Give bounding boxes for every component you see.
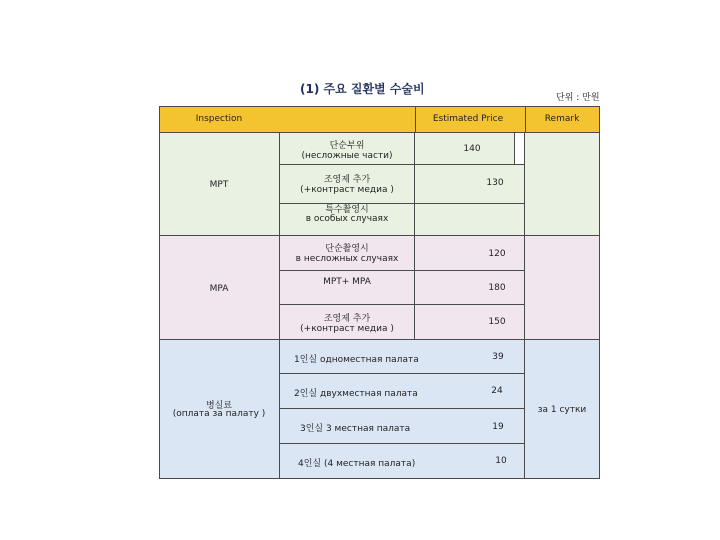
mpt-remark-cell (524, 132, 600, 236)
mpt-row-1-price-value: 140 (463, 144, 481, 154)
mpa-row-1-label-ru: в несложных случаях (295, 254, 399, 264)
room-row-4-label: 4인실 (4 местная палата) (298, 459, 416, 469)
room-divider-3 (279, 443, 525, 444)
room-row-3-price: 19 (492, 422, 504, 432)
mpt-group-label: MPT (209, 180, 229, 190)
header-divider-2 (525, 106, 526, 133)
mpa-row-3-label-ru: (+контраст медиа ) (300, 324, 394, 334)
room-group-label-ru: (оплата за палату ) (172, 409, 266, 419)
unit-label: 단위 : 만원 (556, 93, 600, 103)
mpt-row-2-price-value: 130 (486, 178, 504, 188)
room-row-1-label: 1인실 одноместная палата (294, 355, 419, 365)
room-divider-2 (279, 408, 525, 409)
room-row-2-price: 24 (491, 386, 503, 396)
room-remark: за 1 сутки (537, 405, 587, 415)
room-row-1-price: 39 (492, 352, 504, 362)
room-row-2-label: 2인실 двухместная палата (294, 389, 418, 399)
mpt-row-1-label-ko: 단순부위 (329, 141, 365, 151)
mpa-row-3-price (414, 304, 525, 340)
mpt-row-1-label-ru: (несложные части) (301, 151, 393, 161)
page-title: (1) 주요 질환별 수술비 (300, 82, 425, 96)
mpt-row-2-label-ko: 조영제 추가 (323, 175, 371, 185)
header-divider-1 (415, 106, 416, 133)
mpa-row-2-price (414, 270, 525, 305)
header-remark: Remark (544, 114, 580, 124)
room-row-3-label: 3인실 3 местная палата (300, 424, 411, 434)
mpt-row-3-label-ko: 특수촬영시 (325, 205, 369, 215)
mpa-row-3-price-value: 150 (488, 317, 506, 327)
mpa-row-2-item (279, 270, 415, 305)
mpa-row-1-label-ko: 단순촬영시 (325, 244, 369, 254)
header-estimated-price: Estimated Price (432, 114, 504, 124)
header-inspection: Inspection (195, 114, 243, 124)
mpt-row-3-label-ru: в особых случаях (305, 214, 389, 224)
room-row-4-price: 10 (495, 456, 507, 466)
mpa-row-1-price-value: 120 (488, 249, 506, 259)
mpa-group-label: MPA (209, 284, 229, 294)
mpt-row-3-price (414, 203, 525, 236)
mpa-row-2-price-value: 180 (488, 283, 506, 293)
mpa-row-2-label-ko: MPT+ MPA (323, 277, 371, 287)
room-group-label-ko: 병실료 (205, 401, 233, 411)
mpa-row-3-label-ko: 조영제 추가 (323, 314, 371, 324)
mpt-row-2-price (414, 164, 525, 204)
room-divider-1 (279, 373, 525, 374)
mpa-remark-cell (524, 235, 600, 340)
mpt-row-2-label-ru: (+контраст медиа ) (300, 185, 394, 195)
mpa-row-1-price (414, 235, 525, 271)
